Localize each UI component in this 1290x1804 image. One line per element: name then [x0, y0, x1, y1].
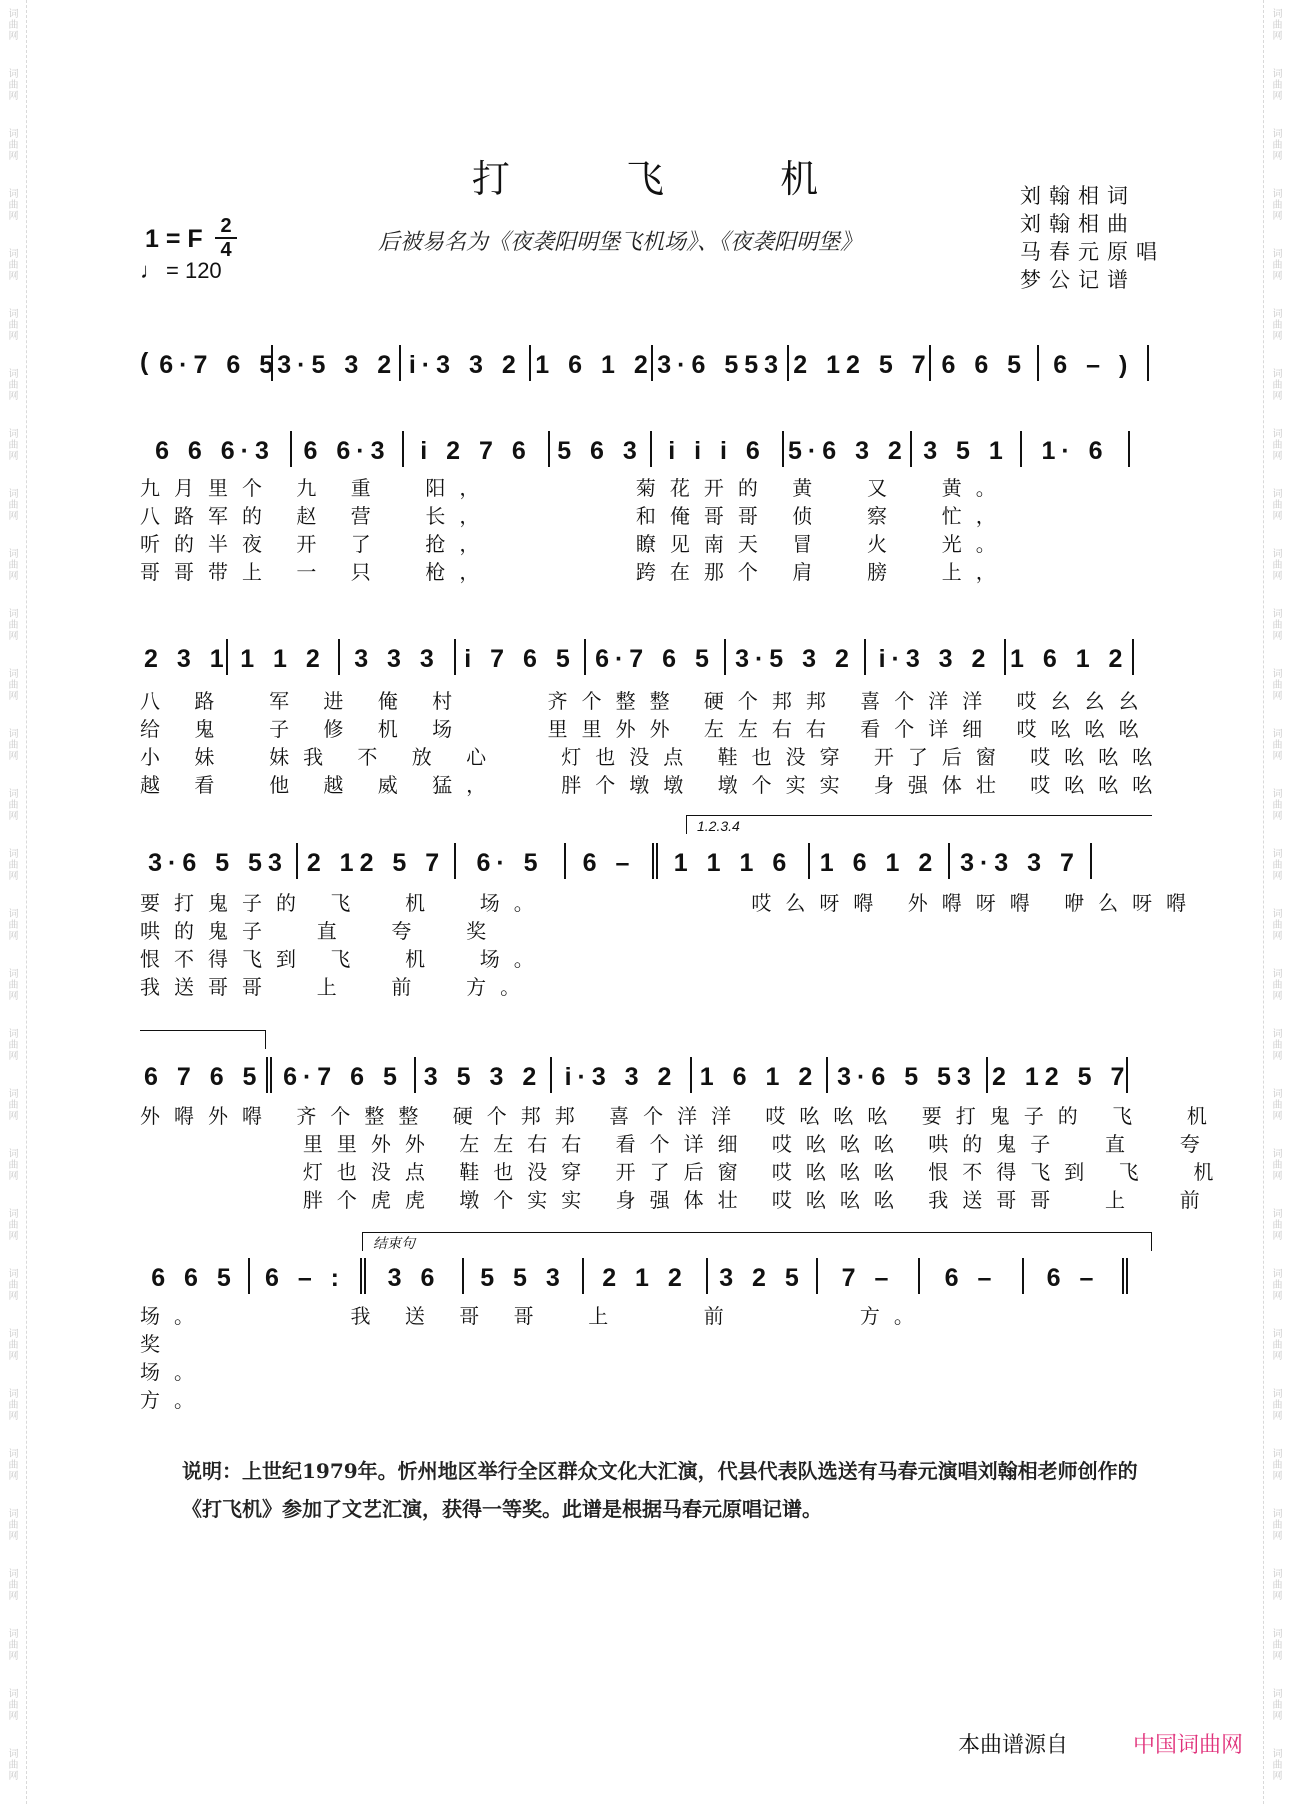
measure: 2 12 5 7 — [298, 843, 456, 879]
watermark-text: 词曲网 — [1270, 1148, 1281, 1181]
watermark-text: 词曲网 — [1270, 428, 1281, 461]
measure: 6· 5 — [456, 843, 566, 879]
measure: 3 5 1 — [912, 431, 1022, 467]
measure: 5·6 3 2 — [784, 431, 912, 467]
lyric-line: 场。 我 送 哥 哥 上 前 方。 — [140, 1304, 928, 1328]
footer-source-label: 本曲谱源自 — [958, 1733, 1069, 1758]
measure: 6 – — [1024, 1258, 1128, 1294]
measure: 3·6 553 — [653, 345, 789, 381]
measure: 3·6 5 53 — [140, 843, 298, 879]
watermark-text: 词曲网 — [1270, 248, 1281, 281]
watermark-text: 词曲网 — [6, 68, 17, 101]
measure: 2 12 5 7 — [789, 345, 931, 381]
watermark-text: 词曲网 — [1270, 1028, 1281, 1061]
measure: 3·6 5 53 — [828, 1057, 988, 1093]
watermark-text: 词曲网 — [6, 908, 17, 941]
staff-line-6 — [140, 1255, 1150, 1295]
watermark-text: 词曲网 — [6, 1328, 17, 1361]
watermark-text: 词曲网 — [6, 1088, 17, 1121]
watermark-text: 词曲网 — [6, 368, 17, 401]
watermark-text: 词曲网 — [1270, 1268, 1281, 1301]
lyric-line: 小 妹 妹我 不 放 心 灯也没点 鞋也没穿 开了后窗 哎吆吆吆 — [140, 745, 1167, 769]
measure: 3 6 — [366, 1258, 464, 1294]
watermark-text: 词曲网 — [1270, 1568, 1281, 1601]
measure: i 7 6 5 — [456, 639, 586, 675]
watermark-text: 词曲网 — [1270, 1508, 1281, 1541]
staff-line-2 — [140, 428, 1150, 468]
song-title: 打 飞 机 — [471, 157, 871, 201]
lyric-line: 胖个虎虎 墩个实实 身强体壮 哎吆吆吆 我送哥哥 上 前 — [140, 1188, 1214, 1212]
right-margin-strip — [1263, 0, 1290, 1804]
lyric-line: 要打鬼子的 飞 机 场。 哎么呀嘚 外嘚呀嘚 咿么呀嘚 — [140, 891, 1201, 915]
measure: 6 6 6·3 — [140, 431, 292, 467]
watermark-text: 词曲网 — [1270, 488, 1281, 521]
watermark-text: 词曲网 — [1270, 908, 1281, 941]
measure: 3·5 3 2 — [726, 639, 866, 675]
volta-bracket-ending: 结束句 — [362, 1232, 1152, 1251]
watermark-text: 词曲网 — [1270, 1628, 1281, 1661]
watermark-text: 词曲网 — [6, 788, 17, 821]
watermark-text: 词曲网 — [6, 1748, 17, 1781]
watermark-text: 词曲网 — [6, 548, 17, 581]
watermark-text: 词曲网 — [1270, 548, 1281, 581]
lyric-line: 奖 — [140, 1332, 174, 1356]
watermark-text: 词曲网 — [6, 668, 17, 701]
measure: i 2 7 6 — [404, 431, 550, 467]
measure: 1 6 1 2 — [531, 345, 653, 381]
watermark-text: 词曲网 — [6, 188, 17, 221]
credit-lyricist: 刘翰相词 — [1020, 184, 1136, 208]
lyric-line: 外嘚外嘚 齐个整整 硬个邦邦 喜个洋洋 哎吆吆吆 要打鬼子的 飞 机 — [140, 1104, 1221, 1128]
watermark-text: 词曲网 — [6, 1028, 17, 1061]
volta-bracket-first: 1.2.3.4 — [686, 815, 1152, 834]
watermark-text: 词曲网 — [1270, 1748, 1281, 1781]
watermark-text: 词曲网 — [6, 728, 17, 761]
measure: 1 6 1 2 — [1006, 639, 1134, 675]
watermark-text: 词曲网 — [1270, 968, 1281, 1001]
watermark-text: 词曲网 — [1270, 1208, 1281, 1241]
left-margin-strip — [0, 0, 27, 1804]
lyric-line: 我送哥哥 上 前 方。 — [140, 975, 535, 999]
volta-bracket-continuation — [140, 1030, 266, 1049]
watermark-text: 词曲网 — [1270, 368, 1281, 401]
measure: 3 5 3 2 — [416, 1057, 552, 1093]
watermark-text: 词曲网 — [1270, 308, 1281, 341]
measure: 2 1 2 — [584, 1258, 708, 1294]
explanation-note: 说明：上世纪1979年。忻州地区举行全区群众文化大汇演，代县代表队选送有马春元演唱刘翰相老师创作的《打飞机》参加了文艺汇演，获得一等奖。此谱是根据马春元原唱记谱。 — [182, 1459, 1138, 1521]
watermark-text: 词曲网 — [6, 968, 17, 1001]
watermark-text: 词曲网 — [6, 8, 17, 41]
subtitle: 后被易名为《夜袭阳明堡飞机场》、《夜袭阳明堡》 — [378, 230, 863, 255]
measure: 1 6 1 2 — [810, 843, 950, 879]
measure: 3 3 3 — [340, 639, 456, 675]
measure: 1 6 1 2 — [692, 1057, 828, 1093]
measure: 6 6 5 — [931, 345, 1039, 381]
measure: 6 – : — [250, 1258, 366, 1294]
watermark-text: 词曲网 — [6, 1628, 17, 1661]
watermark-text: 词曲网 — [6, 608, 17, 641]
staff-line-5 — [140, 1054, 1150, 1094]
credits — [1020, 182, 1165, 294]
measure: i·3 3 2 — [401, 345, 531, 381]
watermark-text: 词曲网 — [1270, 788, 1281, 821]
measure: 6 – ) — [1039, 345, 1149, 381]
watermark-text: 词曲网 — [6, 1508, 17, 1541]
measure: 6 7 6 5 — [140, 1057, 272, 1093]
lyric-line: 场。 — [140, 1360, 208, 1384]
watermark-text: 词曲网 — [1270, 668, 1281, 701]
watermark-text: 词曲网 — [1270, 1388, 1281, 1421]
time-signature — [215, 216, 237, 260]
credit-composer: 刘翰相曲 — [1020, 212, 1136, 236]
measure: 7 – — [818, 1258, 920, 1294]
lyric-line: 八路军的 赵 营 长， 和俺哥哥 侦 察 忙， — [140, 504, 1010, 528]
measure: 3·3 3 7 — [950, 843, 1092, 879]
watermark-text: 词曲网 — [6, 1268, 17, 1301]
watermark-text: 词曲网 — [1270, 128, 1281, 161]
staff-line-3 — [140, 636, 1150, 676]
measure: i·3 3 2 — [866, 639, 1006, 675]
watermark-text: 词曲网 — [6, 128, 17, 161]
measure: 2 12 5 7 — [988, 1057, 1128, 1093]
measure: 2 3 1 — [140, 639, 228, 675]
measure: 6·7 6 5 — [155, 345, 273, 381]
lyric-line: 八 路 军 进 俺 村 齐个整整 硬个邦邦 喜个洋洋 哎幺幺幺 — [140, 689, 1153, 713]
watermark-text: 词曲网 — [6, 1568, 17, 1601]
footer-site-link[interactable]: 中国词曲网 — [1133, 1733, 1244, 1758]
measure: 1· 6 — [1022, 431, 1130, 467]
lyric-line: 里里外外 左左右右 看个详细 哎吆吆吆 哄的鬼子 直 夸 — [140, 1132, 1214, 1156]
lyric-line: 九月里个 九 重 阳， 菊花开的 黄 又 黄。 — [140, 476, 1010, 500]
measure: 3·5 3 2 — [273, 345, 401, 381]
measure: 6 6 5 — [140, 1258, 250, 1294]
watermark-text: 词曲网 — [1270, 1688, 1281, 1721]
lyric-line: 方。 — [140, 1388, 208, 1412]
time-bottom: 4 — [220, 239, 232, 261]
watermark-text: 词曲网 — [1270, 8, 1281, 41]
watermark-text: 词曲网 — [1270, 608, 1281, 641]
watermark-text: 词曲网 — [6, 428, 17, 461]
watermark-text: 词曲网 — [1270, 1088, 1281, 1121]
measure: 6·7 6 5 — [586, 639, 726, 675]
measure: 6·7 6 5 — [272, 1057, 416, 1093]
quarter-note-icon: ♩ — [140, 258, 162, 283]
measure: i i i 6 — [652, 431, 784, 467]
measure: 1 1 2 — [228, 639, 340, 675]
measure: 3 2 5 — [708, 1258, 818, 1294]
watermark-text: 词曲网 — [6, 848, 17, 881]
watermark-text: 词曲网 — [1270, 1448, 1281, 1481]
watermark-text: 词曲网 — [6, 1208, 17, 1241]
measure: 6 – — [566, 843, 658, 879]
watermark-text: 词曲网 — [6, 308, 17, 341]
lyric-line: 给 鬼 子 修 机 场 里里外外 左左右右 看个详细 哎吆吆吆 — [140, 717, 1153, 741]
tempo-marking — [140, 258, 222, 284]
lyric-line: 听的半夜 开 了 抢， 瞭见南天 冒 火 光。 — [140, 532, 1010, 556]
lyric-line: 恨不得飞到 飞 机 场。 — [140, 947, 548, 971]
measure: 5 6 3 — [550, 431, 652, 467]
measure: 5 5 3 — [464, 1258, 584, 1294]
watermark-text: 词曲网 — [1270, 1328, 1281, 1361]
watermark-text: 词曲网 — [1270, 68, 1281, 101]
time-top: 2 — [220, 215, 232, 237]
staff-line-4 — [140, 840, 1150, 880]
measure: i·3 3 2 — [552, 1057, 692, 1093]
key-signature: 1 = F — [145, 225, 203, 253]
credit-singer: 马春元原唱 — [1020, 240, 1165, 264]
lyric-line: 灯也没点 鞋也没穿 开了后窗 哎吆吆吆 恨不得飞到 飞 机 — [140, 1160, 1228, 1184]
watermark-text: 词曲网 — [6, 1388, 17, 1421]
credit-transcriber: 梦公记谱 — [1020, 268, 1136, 292]
tempo-value: = 120 — [166, 258, 222, 283]
watermark-text: 词曲网 — [6, 488, 17, 521]
staff-prefix: ( — [140, 348, 149, 376]
staff-line-1 — [140, 342, 1150, 382]
watermark-text: 词曲网 — [1270, 188, 1281, 221]
lyric-line: 哥哥带上 一 只 枪， 跨在那个 肩 膀 上， — [140, 560, 1010, 584]
lyric-line: 哄的鬼子 直 夸 奖 — [140, 919, 501, 943]
watermark-text: 词曲网 — [6, 1148, 17, 1181]
watermark-text: 词曲网 — [6, 1448, 17, 1481]
measure: 1 1 1 6 — [658, 843, 810, 879]
watermark-text: 词曲网 — [6, 1688, 17, 1721]
watermark-text: 词曲网 — [1270, 848, 1281, 881]
watermark-text: 词曲网 — [1270, 728, 1281, 761]
measure: 6 6·3 — [292, 431, 404, 467]
lyric-line: 越 看 他 越 威 猛， 胖个墩墩 墩个实实 身强体壮 哎吆吆吆 — [140, 773, 1167, 797]
watermark-text: 词曲网 — [6, 248, 17, 281]
measure: 6 – — [920, 1258, 1024, 1294]
